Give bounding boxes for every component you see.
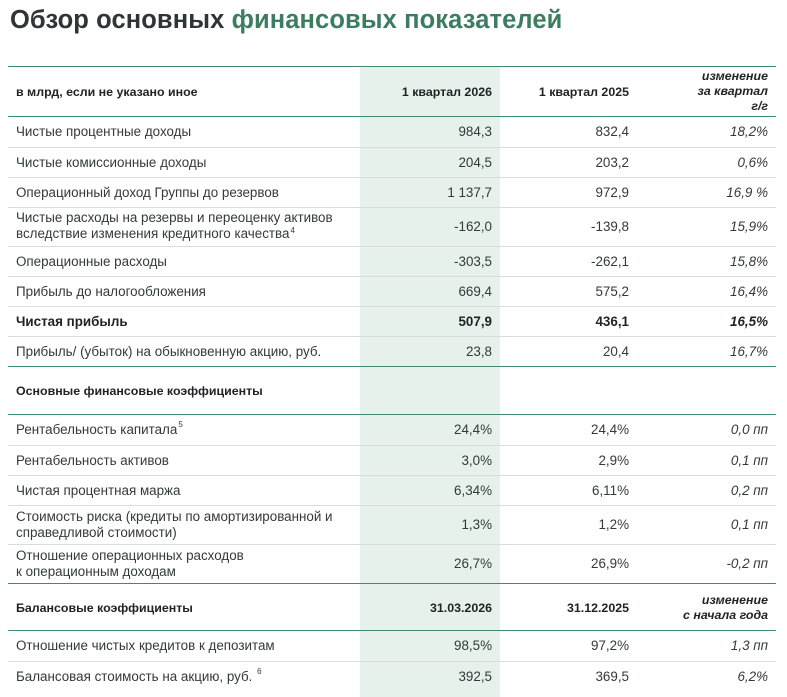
value-q1-2025: 436,1: [595, 314, 629, 329]
header-label: в млрд, если не указано иное: [16, 84, 198, 99]
row-label: Чистые процентные доходы: [16, 124, 192, 139]
table-row: [8, 207, 776, 246]
value-change: -0,2 пп: [726, 556, 768, 571]
value-q1-2025: 1,2%: [598, 517, 629, 532]
value-change: 0,6%: [737, 155, 768, 170]
value-q1-2026: 1 137,7: [447, 185, 492, 200]
table-row: [8, 630, 776, 661]
value-change: 6,2%: [737, 669, 768, 684]
value-q1-2026: 26,7%: [454, 556, 492, 571]
row-label: Чистая прибыль: [16, 314, 128, 329]
value-change: 15,8%: [730, 254, 768, 269]
value-q1-2026: 204,5: [458, 155, 492, 170]
table-row: [8, 336, 776, 367]
header-col-date-2026: 31.03.2026: [429, 600, 492, 615]
table-row: [8, 147, 776, 178]
value-change: 0,0 пп: [730, 422, 768, 437]
header-col-change-ytd: изменение с начала года: [683, 592, 768, 622]
value-q1-2025: 832,4: [595, 124, 629, 139]
value-q1-2026: 23,8: [465, 344, 492, 359]
header-col-date-2025: 31.12.2025: [566, 600, 629, 615]
section-title: Основные финансовые коэффициенты: [16, 384, 263, 398]
section-title: Балансовые коэффициенты: [16, 600, 193, 615]
row-label: Рентабельность активов: [16, 453, 169, 468]
value-q1-2026: 24,4%: [454, 422, 492, 437]
value-q1-2026: 669,4: [458, 284, 492, 299]
value-change: 0,2 пп: [730, 483, 768, 498]
value-q1-2026: -303,5: [454, 254, 492, 269]
value-q1-2025: 575,2: [595, 284, 629, 299]
value-2026: 98,5%: [454, 638, 492, 653]
row-label: Стоимость риска (кредиты по амортизированной и справедливой стоимости): [16, 509, 333, 540]
value-change: 15,9%: [730, 219, 768, 234]
value-q1-2025: -262,1: [591, 254, 629, 269]
page-title: Обзор основных финансовых показателей: [10, 6, 563, 34]
value-change: 0,1 пп: [730, 453, 768, 468]
value-change: 16,7%: [730, 344, 768, 359]
value-q1-2026: 1,3%: [461, 517, 492, 532]
header-col-change: изменение за квартал г/г: [697, 69, 768, 113]
value-2026: 392,5: [458, 669, 492, 684]
value-change: 16,9 %: [726, 185, 768, 200]
table-header: [8, 66, 776, 116]
value-q1-2026: 6,34%: [454, 483, 492, 498]
value-q1-2025: 20,4: [602, 344, 629, 359]
value-q1-2026: -162,0: [454, 219, 492, 234]
table-row: [8, 276, 776, 307]
table-row: [8, 544, 776, 583]
table-row: [8, 414, 776, 445]
footnote-marker: 4: [290, 226, 295, 235]
header-col-q1-2026: 1 квартал 2026: [401, 84, 492, 99]
value-q1-2025: 2,9%: [598, 453, 629, 468]
row-label: Чистые комиссионные доходы: [16, 155, 207, 170]
row-label: Прибыль/ (убыток) на обыкновенную акцию, руб.: [16, 344, 322, 359]
table-row: [8, 661, 776, 692]
section-header-ratios: [8, 366, 776, 415]
row-label: Отношение чистых кредитов к депозитам: [16, 638, 275, 653]
row-label: Прибыль до налогообложения: [16, 284, 206, 299]
value-change: 16,4%: [730, 284, 768, 299]
table-row: [8, 475, 776, 506]
value-q1-2026: 3,0%: [461, 453, 492, 468]
row-label: Чистые расходы на резервы и переоценку активов вследствие изменения кредитного качества$^4$: [16, 210, 333, 241]
table-row: [8, 445, 776, 476]
value-q1-2025: 972,9: [595, 185, 629, 200]
value-change: 16,5%: [730, 314, 768, 329]
value-2025: 369,5: [595, 669, 629, 684]
value-q1-2026: 507,9: [458, 314, 492, 329]
row-label: Отношение операционных расходов к операционным доходам: [16, 548, 244, 579]
footnote-marker: 6: [257, 667, 262, 676]
value-q1-2025: -139,8: [591, 219, 629, 234]
value-q1-2025: 26,9%: [591, 556, 629, 571]
section-header-balance: [8, 583, 776, 631]
table-row: [8, 177, 776, 208]
header-col-q1-2025: 1 квартал 2025: [538, 84, 629, 99]
row-label: Операционный доход Группы до резервов: [16, 185, 279, 200]
row-label: Рентабельность капитала 5: [16, 415, 366, 445]
value-q1-2026: 984,3: [458, 124, 492, 139]
value-change: 0,1 пп: [730, 517, 768, 532]
row-label: Чистая процентная маржа: [16, 483, 181, 498]
value-change: 18,2%: [730, 124, 768, 139]
table-row: [8, 246, 776, 277]
value-2025: 97,2%: [591, 638, 629, 653]
footnote-marker: 5: [178, 420, 183, 429]
table-row: [8, 505, 776, 544]
table-row: [8, 116, 776, 147]
row-label: Операционные расходы: [16, 254, 167, 269]
value-q1-2025: 203,2: [595, 155, 629, 170]
value-q1-2025: 6,11%: [592, 483, 629, 498]
table-row-net-profit: [8, 306, 776, 337]
value-change: 1,3 пп: [730, 638, 768, 653]
value-q1-2025: 24,4%: [591, 422, 629, 437]
row-label: Балансовая стоимость на акцию, руб. 6: [16, 662, 366, 692]
